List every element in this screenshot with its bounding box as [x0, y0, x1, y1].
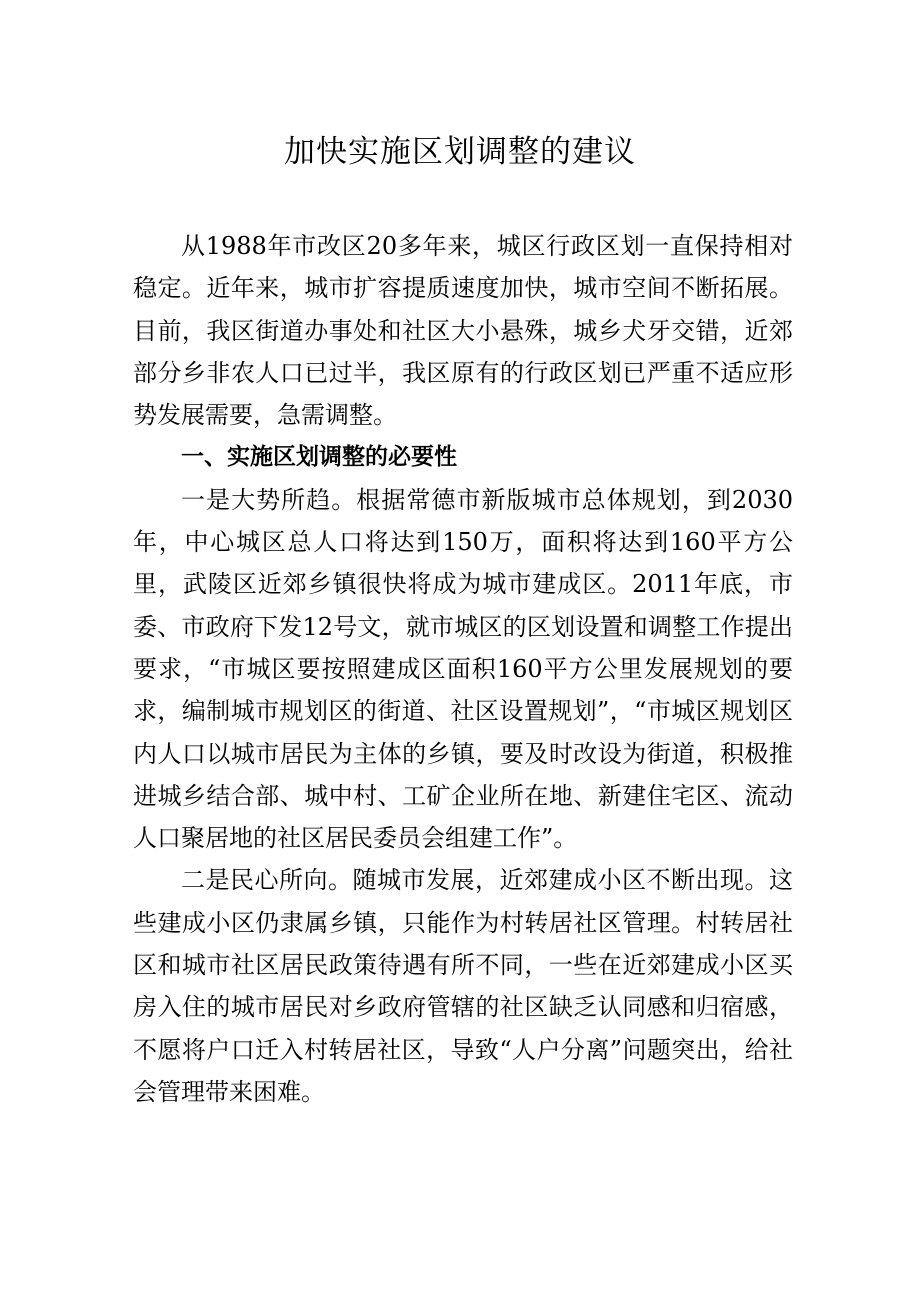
point-two-text: 随城市发展，近郊建成小区不断出现。这些建成小区仍隶属乡镇，只能作为村转居社区管理。村转居社区和城市社区居民政策待遇有所不同，一些在近郊建成小区买房入住的城市居民对乡政府管辖的社区缺乏认同感和归宿感，不愿将户口迁入村转居社区，导致“人户分离”问题突出，给社会管理带来困难。: [133, 866, 793, 1106]
document-body: [133, 225, 793, 1113]
point-one-paragraph: [133, 479, 793, 860]
document-title: 加快实施区划调整的建议: [284, 134, 636, 170]
intro-paragraph: 从1988年市改区20多年来，城区行政区划一直保持相对稳定。近年来，城市扩容提质速度加快，城市空间不断拓展。目前，我区街道办事处和社区大小悬殊，城乡犬牙交错，近郊部分乡非农人口已过半，我区原有的行政区划已严重不适应形势发展需要，急需调整。: [133, 232, 793, 430]
point-one-lead: 一是大势所趋。: [181, 485, 357, 514]
point-one-text: 根据常德市新版城市总体规划，到2030年，中心城区总人口将达到150万，面积将达到160平方公里，武陵区近郊乡镇很快将成为城市建成区。2011年底，市委、市政府下发12号文，就市城区的区划设置和调整工作提出要求，“市城区要按照建成区面积160平方公里发展规划的要求，编制城市规划区的街道、社区设置规划”，“市城区规划区内人口以城市居民为主体的乡镇，要及时改设为街道，积极推进城乡结合部、城中村、工矿企业所在地、新建住宅区、流动人口聚居地的社区居民委员会组建工作”。: [133, 485, 794, 853]
point-two-paragraph: [133, 859, 793, 1113]
point-two-lead: 二是民心所向。: [181, 866, 353, 895]
section-heading: 一、实施区划调整的必要性: [181, 444, 457, 471]
